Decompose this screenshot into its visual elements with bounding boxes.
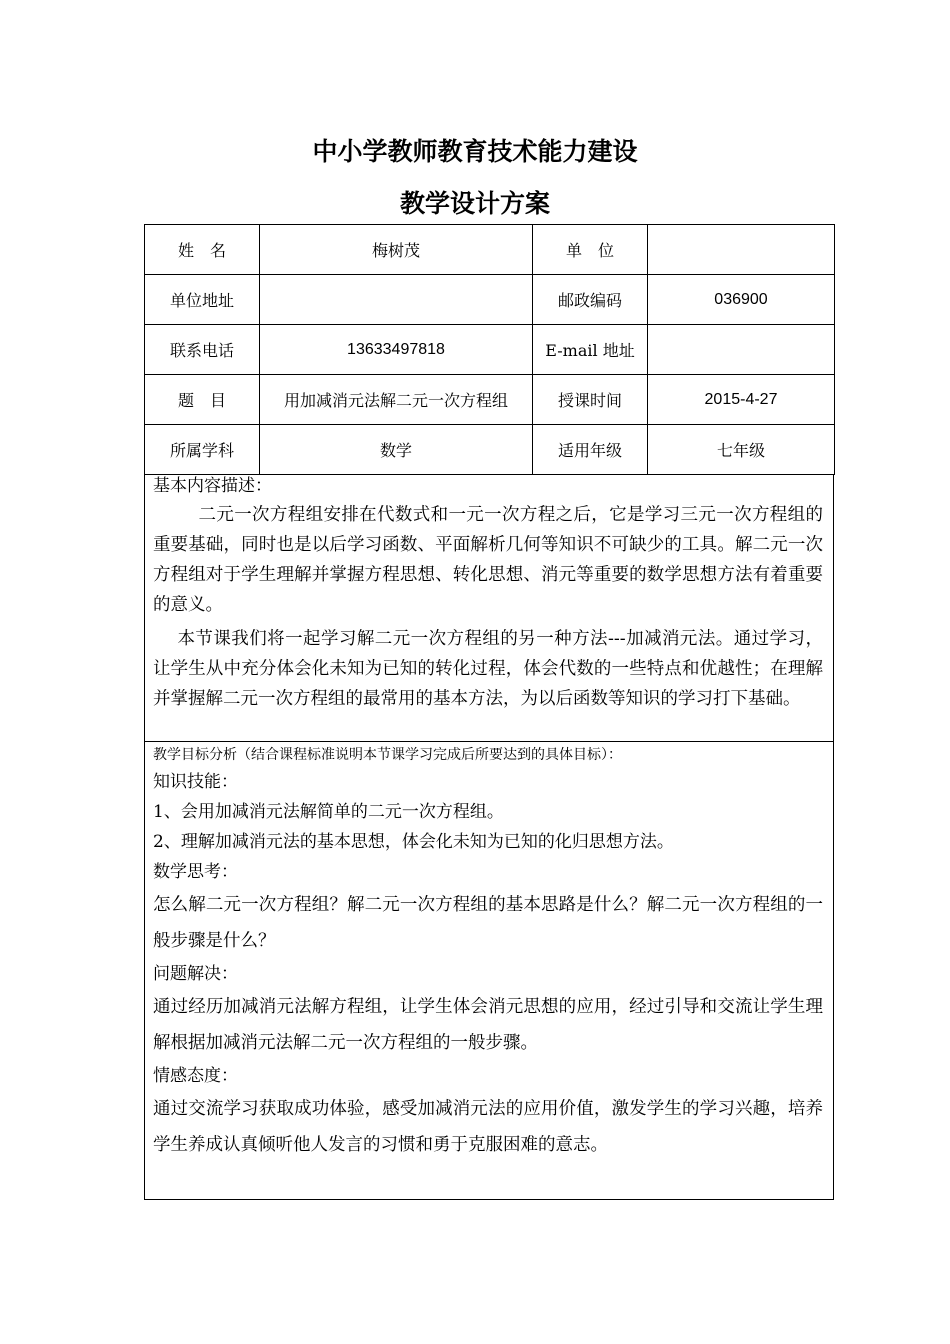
knowledge-item-2: 2、理解加减消元法的基本思想，体会化未知为已知的化归思想方法。 [153, 832, 674, 852]
subject-value: 数学 [260, 425, 533, 475]
phone-value: 13633497818 [260, 325, 533, 375]
table-row [145, 325, 835, 375]
content-description-section [144, 474, 834, 742]
address-label: 单位地址 [145, 275, 260, 325]
table-row [145, 275, 835, 325]
problem-solving-label: 问题解决： [153, 964, 238, 984]
knowledge-label: 知识技能： [153, 772, 238, 792]
teaching-goals-section [144, 741, 834, 1200]
table-row [145, 425, 835, 475]
grade-label: 适用年级 [533, 425, 648, 475]
postcode-value: 036900 [648, 275, 835, 325]
grade-value: 七年级 [648, 425, 835, 475]
document-subtitle: 教学设计方案 [399, 189, 550, 218]
emotion-attitude-label: 情感态度： [153, 1066, 238, 1086]
address-value [260, 275, 533, 325]
description-paragraph-1: 二元一次方程组安排在代数式和一元一次方程之后，它是学习三元一次方程组的重要基础，同时也是以后学习函数、平面解析几何等知识不可缺少的工具。解二元一次方程组对于学生理解并掌握方程思想、转化思想、消元等重要的数学思想方法有着重要的意义。 [153, 505, 823, 615]
unit-value [648, 225, 835, 275]
description-heading: 基本内容描述： [153, 476, 272, 496]
postcode-label: 邮政编码 [533, 275, 648, 325]
email-label: E-mail 地址 [533, 325, 648, 375]
email-value [648, 325, 835, 375]
problem-solving-text: 通过经历加减消元法解方程组，让学生体会消元思想的应用，经过引导和交流让学生理解根据加减消元法解二元一次方程组的一般步骤。 [153, 997, 823, 1053]
table-row [145, 375, 835, 425]
time-value: 2015-4-27 [648, 375, 835, 425]
name-value: 梅树茂 [260, 225, 533, 275]
unit-label: 单 位 [533, 225, 648, 275]
knowledge-item-1: 1、会用加减消元法解简单的二元一次方程组。 [153, 802, 504, 822]
table-row [145, 225, 835, 275]
phone-label: 联系电话 [145, 325, 260, 375]
info-table [144, 224, 835, 475]
goals-heading: 教学目标分析（结合课程标准说明本节课学习完成后所要达到的具体目标）： [153, 747, 622, 763]
time-label: 授课时间 [533, 375, 648, 425]
math-thinking-label: 数学思考： [153, 862, 238, 882]
name-label: 姓 名 [145, 225, 260, 275]
description-paragraph-2: 本节课我们将一起学习解二元一次方程组的另一种方法---加减消元法。通过学习，让学生从中充分体会化未知为已知的转化过程，体会代数的一些特点和优越性；在理解并掌握解二元一次方程组的最常用的基本方法，为以后函数等知识的学习打下基础。 [153, 629, 823, 709]
topic-label: 题 目 [145, 375, 260, 425]
subject-label: 所属学科 [145, 425, 260, 475]
document-title: 中小学教师教育技术能力建设 [312, 137, 638, 166]
emotion-attitude-text: 通过交流学习获取成功体验，感受加减消元法的应用价值，激发学生的学习兴趣，培养学生养成认真倾听他人发言的习惯和勇于克服困难的意志。 [153, 1099, 823, 1155]
topic-value: 用加减消元法解二元一次方程组 [260, 375, 533, 425]
math-thinking-text: 怎么解二元一次方程组？解二元一次方程组的基本思路是什么？解二元一次方程组的一般步骤是什么？ [153, 895, 823, 951]
